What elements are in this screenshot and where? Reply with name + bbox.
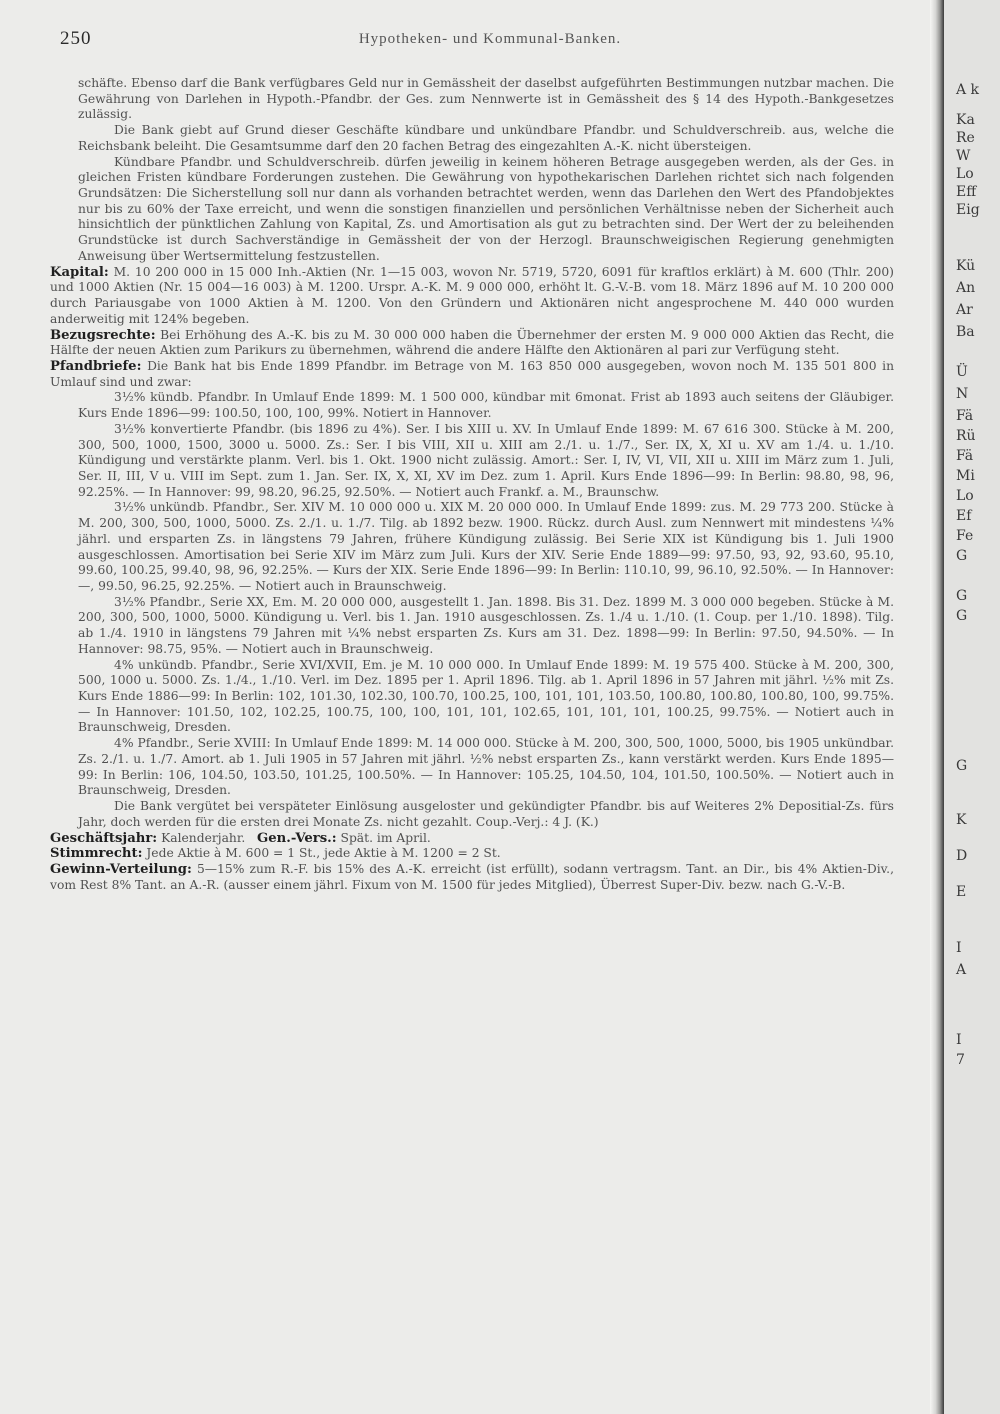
- bezugsrechte-label: Bezugsrechte:: [50, 327, 156, 343]
- next-page-fragment: G: [956, 758, 968, 774]
- next-page-fragment: G: [956, 588, 968, 604]
- next-page-fragment: D: [956, 848, 968, 864]
- book-gutter: [930, 0, 944, 1414]
- next-page-fragment: Rü: [956, 428, 976, 444]
- stimmrecht-line: [50, 846, 894, 862]
- pfandbrief-item: Die Bank vergütet bei verspäteter Einlösung ausgeloster und gekündigter Pfandbr. bis auf Weiteres 2% Depositial-Zs. fürs Jahr, doch werden für die ersten drei Monate Zs. nicht gezahlt. Coup.-Verj.: 4 J. (K.): [78, 799, 894, 829]
- bezugsrechte-text: Bei Erhöhung des A.-K. bis zu M. 30 000 000 haben die Übernehmer der ersten M. 9 000 000 Aktien das Recht, die Hälfte der neuen Aktien zum Parikurs zu übernehmen, während die andere Hälfte den Aktionären al pari zur Verfügung steht.: [50, 327, 894, 358]
- pfandbrief-item: 4% unkündb. Pfandbr., Serie XVI/XVII, Em. je M. 10 000 000. In Umlauf Ende 1899: M. 19 575 400. Stücke à M. 200, 300, 500, 1000 u. 5000. Zs. 1./4., 1./10. Verl. im Dez. 1895 per 1. April 1896. Tilg. ab 1. April 1896 in 57 Jahren mit jährl. ½% mit Zs. Kurs Ende 1886—99: In Berlin: 102, 101.30, 102.30, 100.70, 100.25, 100, 101, 101, 103.50, 100.80, 100.80, 100.80, 100, 99.75%. — In Hannover: 101.50, 102, 102.25, 100.75, 100, 100, 101, 101, 102.65, 101, 101, 101, 100.25, 99.75%. — Notiert auch in Braunschweig, Dresden.: [78, 657, 894, 735]
- intro-paragraph: Kündbare Pfandbr. und Schuldverschreib. dürfen jeweilig in keinem höheren Betrage ausgegeben werden, als der Ges. in gleichen Fristen kündbare Forderungen zustehen. Die Gewährung von hypothekarischen Darlehen richtet sich nach folgenden Grundsätzen: Die Sicherstellung soll nur dann als vorhanden betrachtet werden, wenn das Darlehen den Wert des Pfandobjektes nur bis zu 60% der Taxe erreicht, und wenn die sonstigen finanziellen und persönlichen Verhältnisse neben der Sicherheit auch hinsichtlich der pünktlichen Zahlung von Kapital, Zs. und Amortisation als gut zu betrachten sind. Der Wert der zu beleihenden Grundstücke ist durch Sachverständige in Gemässheit der von der Herzogl. Braunschweigischen Regierung genehmigten Anweisung über Wertsermittelung festzustellen.: [78, 154, 894, 263]
- running-head: Hypotheken- und Kommunal-Banken.: [358, 31, 622, 47]
- next-page-fragment: 7: [956, 1052, 965, 1068]
- next-page-fragment: K: [956, 812, 967, 828]
- pfandbriefe-section: [50, 359, 894, 390]
- next-page-fragment: A k: [956, 82, 980, 98]
- next-page-fragment: N: [956, 386, 969, 402]
- next-page-fragment: Ef: [956, 508, 972, 524]
- genvers-text: Spät. im April.: [340, 830, 431, 845]
- pfandbrief-item: 4% Pfandbr., Serie XVIII: In Umlauf Ende 1899: M. 14 000 000. Stücke à M. 200, 300, 500, 1000, 5000, bis 1905 unkündbar. Zs. 2./1. u. 1./7. Amort. ab 1. Juli 1905 in 57 Jahren mit jährl. ½% nebst ersparten Zs., kann verstärkt werden. Kurs Ende 1895—99: In Berlin: 106, 104.50, 103.50, 101.25, 100.50%. — In Hannover: 105.25, 104.50, 104, 101.50, 100.50%. — Notiert auch in Braunschweig, Dresden.: [78, 736, 894, 798]
- page-body: [50, 76, 894, 893]
- next-page-fragment: G: [956, 608, 968, 624]
- next-page-edge: [944, 0, 1000, 1414]
- kapital-section: [50, 265, 894, 328]
- intro-paragraph: Die Bank giebt auf Grund dieser Geschäfte kündbare und unkündbare Pfandbr. und Schuldverschreib. aus, welche die Reichsbank beleiht. Die Gesamtsumme darf den 20 fachen Betrag des eingezahlten A.-K. nicht übersteigen.: [78, 123, 894, 153]
- pfandbrief-item: 3½% konvertierte Pfandbr. (bis 1896 zu 4%). Ser. I bis XIII u. XV. In Umlauf Ende 1899: M. 67 616 300. Stücke à M. 200, 300, 500, 1000, 1500, 3000 u. 5000. Zs.: Ser. I bis VIII, XII u. XIII am 2./1. u. 1./7., Ser. IX, X, XI u. XV am 1./4. u. 1./10. Kündigung und verstärkte planm. Verl. bis 1. Okt. 1900 nicht zulässig. Amort.: Ser. I, IV, VI, VII, XII u. XIII im März zum 1. Juli, Ser. II, III, V u. VIII im Sept. zum 1. Jan. Ser. IX, X, XI, XV im Dez. zum 1. April. Kurs Ende 1896—99: In Berlin: 98.80, 98, 96, 92.25%. — In Hannover: 99, 98.20, 96.25, 92.50%. — Notiert auch Frankf. a. M., Braunschw.: [78, 421, 894, 499]
- stimmrecht-text: Jede Aktie à M. 600 = 1 St., jede Aktie à M. 1200 = 2 St.: [146, 846, 501, 861]
- gewinn-text: 5—15% zum R.-F. bis 15% des A.-K. erreicht (ist erfüllt), sodann vertragsm. Tant. an Dir., bis 4% Aktien-Div., vom Rest 8% Tant. an A.-R. (ausser einem jährl. Fixum von M. 1500 für jedes Mitglied), Überrest Super-Div. bezw. nach G.-V.-B.: [50, 861, 894, 892]
- next-page-fragment: Lo: [956, 166, 974, 182]
- next-page-fragment: E: [956, 884, 967, 900]
- next-page-fragment: I: [956, 940, 962, 956]
- page-header: [60, 28, 920, 58]
- gewinn-label: Gewinn-Verteilung:: [50, 861, 192, 877]
- genvers-label: Gen.-Vers.:: [257, 830, 337, 846]
- pfandbrief-item: 3½% unkündb. Pfandbr., Ser. XIV M. 10 000 000 u. XIX M. 20 000 000. In Umlauf Ende 1899: zus. M. 29 773 200. Stücke à M. 200, 300, 500, 1000, 5000. Zs. 2./1. u. 1./7. Tilg. ab 1892 bezw. 1900. Rückz. durch Ausl. zum Nennwert mit mindestens ¼% jährl. und ersparten Zs. in längstens 79 Jahren, frühere Kündigung zulässig. Bei Serie XIX ist Kündigung bis 1. Juli 1900 ausgeschlossen. Amortisation bei Serie XIV im März zum Juli. Kurs der XIV. Serie Ende 1889—99: 97.50, 93, 92, 93.60, 95.10, 99.60, 100.25, 99.40, 98, 96, 92.25%. — Kurs der XIX. Serie Ende 1896—99: In Berlin: 110.10, 99, 96.10, 92.50%. — In Hannover: —, 99.50, 96.25, 92.25%. — Notiert auch in Braunschweig.: [78, 500, 894, 593]
- pfandbriefe-text: Die Bank hat bis Ende 1899 Pfandbr. im Betrage von M. 163 850 000 ausgegeben, wovon noch M. 135 501 800 in Umlauf sind und zwar:: [50, 358, 894, 389]
- next-page-fragment: An: [956, 280, 976, 296]
- next-page-fragment: Kü: [956, 258, 976, 274]
- gewinn-section: [50, 862, 894, 893]
- next-page-fragment: W: [956, 148, 971, 164]
- geschaeftsjahr-text: Kalenderjahr.: [161, 830, 246, 845]
- next-page-fragment: Mi: [956, 468, 975, 484]
- next-page-fragment: Ar: [956, 302, 973, 318]
- next-page-fragment: A: [956, 962, 967, 978]
- next-page-fragment: Re: [956, 130, 975, 146]
- next-page-fragment: Fä: [956, 408, 974, 424]
- next-page-fragment: G: [956, 548, 968, 564]
- pfandbrief-item: 3½% Pfandbr., Serie XX, Em. M. 20 000 000, ausgestellt 1. Jan. 1898. Bis 31. Dez. 1899 M. 3 000 000 begeben. Stücke à M. 200, 300, 500, 1000, 5000. Kündigung u. Verl. bis 1. Jan. 1910 ausgeschlossen. Zs. 1./4 u. 1./10. (1. Coup. per 1./10. 1898). Tilg. ab 1./4. 1910 in längstens 79 Jahren mit ¼% nebst ersparten Zs. Kurs am 31. Dez. 1898—99: In Berlin: 97.50, 94.50%. — In Hannover: 98.75, 95%. — Notiert auch in Braunschweig.: [78, 594, 894, 656]
- next-page-fragment: I: [956, 1032, 962, 1048]
- next-page-fragment: Fä: [956, 448, 974, 464]
- pfandbrief-item: 3½% kündb. Pfandbr. In Umlauf Ende 1899: M. 1 500 000, kündbar mit 6monat. Frist ab 1893 auch seitens der Gläubiger. Kurs Ende 1896—99: 100.50, 100, 100, 99%. Notiert in Hannover.: [78, 390, 894, 421]
- pfandbriefe-label: Pfandbriefe:: [50, 358, 142, 374]
- page-number: 250: [60, 28, 92, 49]
- next-page-fragment: Fe: [956, 528, 974, 544]
- geschaeftsjahr-line: [50, 831, 894, 847]
- next-page-fragment: Eig: [956, 202, 980, 218]
- bezugsrechte-section: [50, 328, 894, 359]
- next-page-fragment: Ka: [956, 112, 975, 128]
- intro-paragraph: schäfte. Ebenso darf die Bank verfügbares Geld nur in Gemässheit der daselbst aufgeführten Bestimmungen nutzbar machen. Die Gewährung von Darlehen in Hypoth.-Pfandbr. der Ges. zum Nennwerte ist in Gemässheit des § 14 des Hypoth.-Bankgesetzes zulässig.: [78, 76, 894, 122]
- next-page-fragment: Eff: [956, 184, 977, 200]
- stimmrecht-label: Stimmrecht:: [50, 846, 143, 862]
- next-page-fragment: Ba: [956, 324, 975, 340]
- geschaeftsjahr-label: Geschäftsjahr:: [50, 830, 158, 846]
- next-page-fragment: Lo: [956, 488, 974, 504]
- next-page-fragment: Ü: [956, 364, 968, 380]
- kapital-label: Kapital:: [50, 264, 109, 280]
- kapital-text: M. 10 200 000 in 15 000 Inh.-Aktien (Nr. 1—15 003, wovon Nr. 5719, 5720, 6091 für kraftlos erklärt) à M. 600 (Thlr. 200) und 1000 Aktien (Nr. 15 004—16 003) à M. 1200. Urspr. A.-K. M. 9 000 000, erhöht lt. G.-V.-B. vom 18. März 1896 auf M. 10 200 000 durch Pariausgabe von 1000 Aktien à M. 1200. Von den Gründern und Aktionären nicht angesprochene M. 440 000 wurden anderweitig mit 124% begeben.: [50, 264, 894, 326]
